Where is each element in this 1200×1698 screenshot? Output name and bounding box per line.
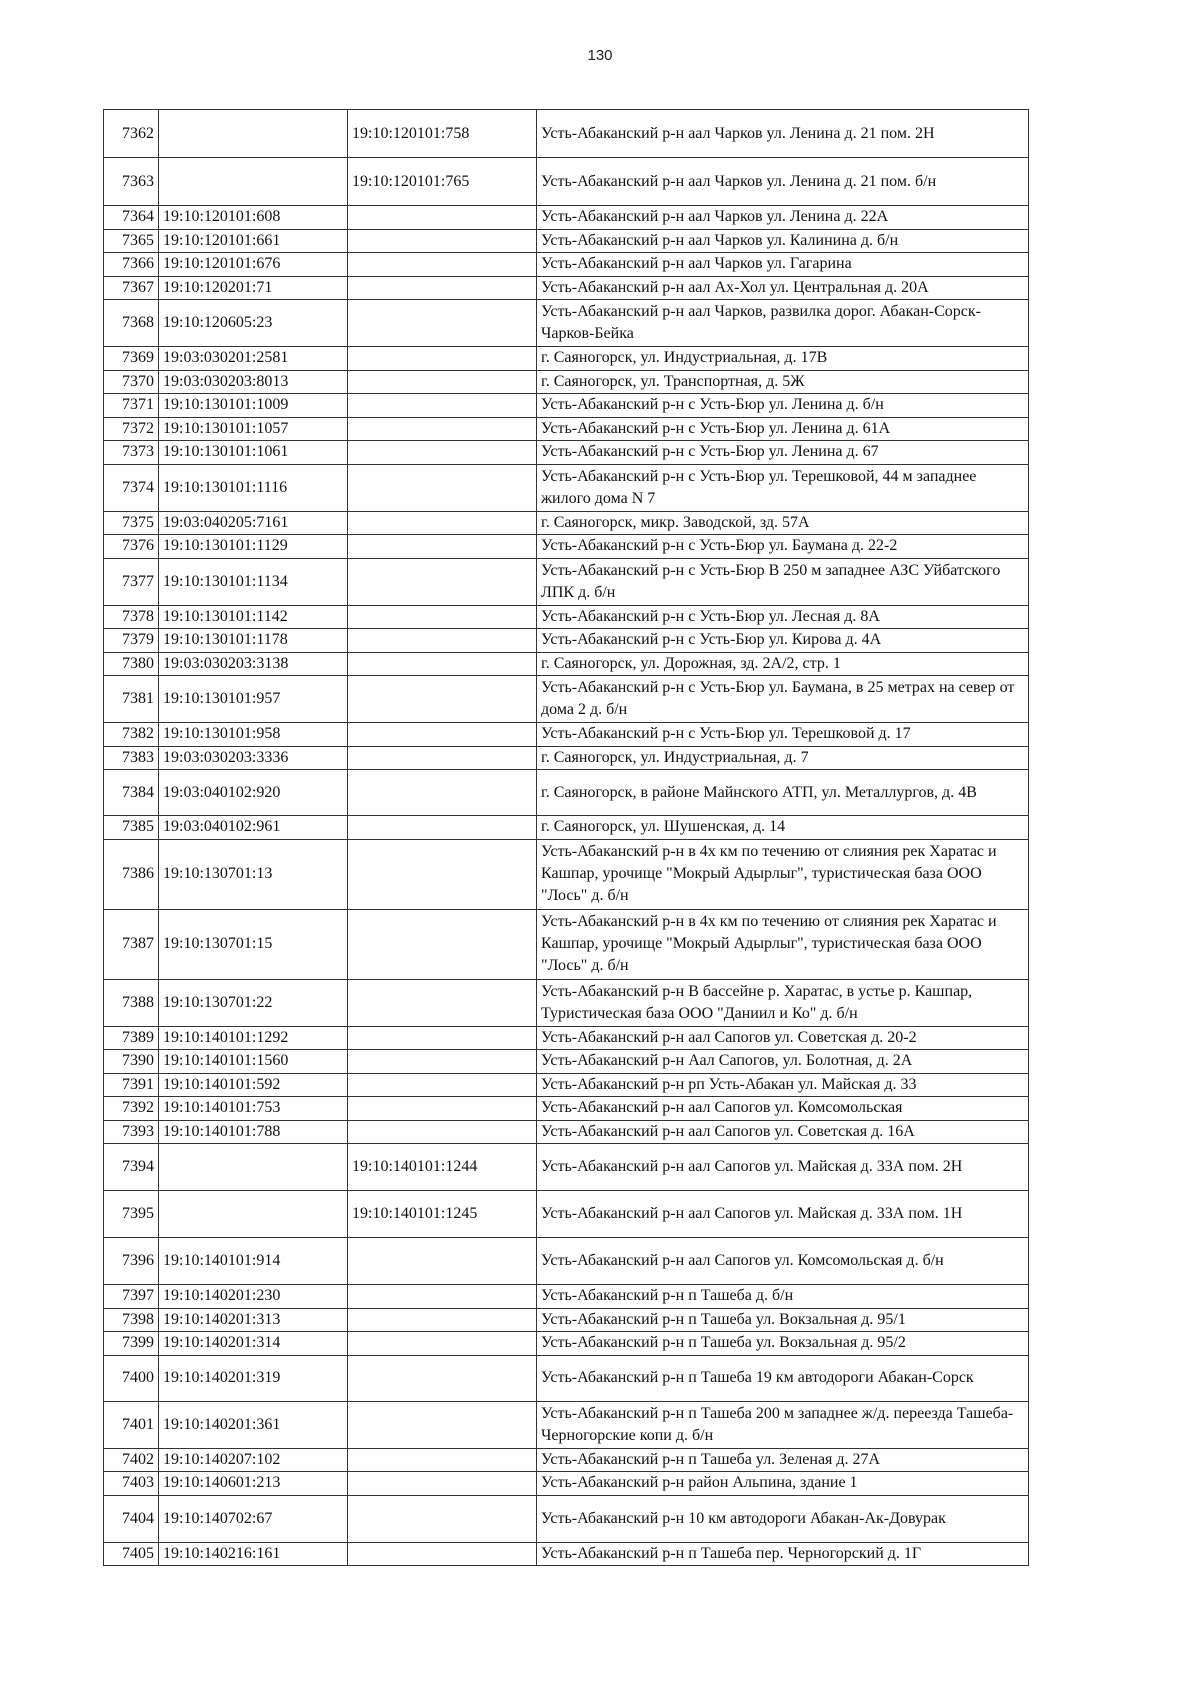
premises-cadastral-number-cell [348, 1073, 537, 1097]
row-number-cell: 7394 [104, 1144, 159, 1191]
premises-cadastral-number-cell [348, 276, 537, 300]
premises-cadastral-number-cell [348, 464, 537, 511]
address-cell: Усть-Абаканский р-н аал Сапогов ул. Майская д. 33А пом. 1Н [537, 1191, 1029, 1238]
table-row [104, 1332, 1029, 1356]
table-row [104, 370, 1029, 394]
cadastral-number-cell: 19:10:120101:608 [159, 206, 348, 230]
table-row [104, 746, 1029, 770]
row-number-cell: 7391 [104, 1073, 159, 1097]
row-number-cell: 7366 [104, 253, 159, 277]
premises-cadastral-number-cell [348, 206, 537, 230]
cadastral-number-cell: 19:10:130101:1057 [159, 417, 348, 441]
cadastral-number-cell: 19:10:130101:1178 [159, 629, 348, 653]
row-number-cell: 7376 [104, 535, 159, 559]
premises-cadastral-number-cell: 19:10:120101:765 [348, 158, 537, 206]
registry-table-body [104, 110, 1029, 1566]
row-number-cell: 7375 [104, 511, 159, 535]
address-cell: г. Саяногорск, в районе Майнского АТП, ул. Металлургов, д. 4В [537, 770, 1029, 816]
cadastral-number-cell: 19:10:140101:788 [159, 1120, 348, 1144]
row-number-cell: 7397 [104, 1285, 159, 1309]
premises-cadastral-number-cell [348, 1285, 537, 1309]
premises-cadastral-number-cell [348, 394, 537, 418]
row-number-cell: 7402 [104, 1448, 159, 1472]
row-number-cell: 7384 [104, 770, 159, 816]
cadastral-number-cell [159, 1191, 348, 1238]
address-cell: Усть-Абаканский р-н с Усть-Бюр ул. Лесная д. 8А [537, 605, 1029, 629]
table-row [104, 605, 1029, 629]
address-cell: Усть-Абаканский р-н с Усть-Бюр В 250 м западнее АЗС Уйбатского ЛПК д. б/н [537, 558, 1029, 605]
premises-cadastral-number-cell [348, 770, 537, 816]
premises-cadastral-number-cell [348, 1238, 537, 1285]
premises-cadastral-number-cell [348, 253, 537, 277]
address-cell: Усть-Абаканский р-н в 4х км по течению от слияния рек Харатас и Кашпар, урочище "Мокрый Адырлыг", туристическая база ООО "Лось" д. б/н [537, 909, 1029, 979]
address-cell: Усть-Абаканский р-н аал Сапогов ул. Советская д. 16А [537, 1120, 1029, 1144]
table-row [104, 158, 1029, 206]
address-cell: Усть-Абаканский р-н аал Ах-Хол ул. Центральная д. 20А [537, 276, 1029, 300]
table-row [104, 1144, 1029, 1191]
row-number-cell: 7379 [104, 629, 159, 653]
table-row [104, 1401, 1029, 1448]
row-number-cell: 7403 [104, 1472, 159, 1496]
cadastral-number-cell: 19:10:140201:361 [159, 1401, 348, 1448]
page-number: 130 [587, 47, 613, 64]
address-cell: Усть-Абаканский р-н с Усть-Бюр ул. Баумана, в 25 метрах на север от дома 2 д. б/н [537, 676, 1029, 723]
address-cell: Усть-Абаканский р-н с Усть-Бюр ул. Ленина д. б/н [537, 394, 1029, 418]
cadastral-number-cell: 19:10:140201:230 [159, 1285, 348, 1309]
premises-cadastral-number-cell [348, 909, 537, 979]
cadastral-number-cell: 19:10:120201:71 [159, 276, 348, 300]
cadastral-number-cell: 19:03:040102:920 [159, 770, 348, 816]
cadastral-number-cell: 19:10:140101:753 [159, 1097, 348, 1121]
cadastral-number-cell: 19:10:130101:1116 [159, 464, 348, 511]
table-row [104, 276, 1029, 300]
table-row [104, 464, 1029, 511]
cadastral-number-cell: 19:10:130101:1061 [159, 441, 348, 465]
address-cell: Усть-Абаканский р-н с Усть-Бюр ул. Терешковой д. 17 [537, 723, 1029, 747]
premises-cadastral-number-cell [348, 1495, 537, 1542]
row-number-cell: 7396 [104, 1238, 159, 1285]
premises-cadastral-number-cell [348, 1308, 537, 1332]
address-cell: г. Саяногорск, ул. Индустриальная, д. 7 [537, 746, 1029, 770]
address-cell: Усть-Абаканский р-н с Усть-Бюр ул. Ленина д. 61А [537, 417, 1029, 441]
address-cell: Усть-Абаканский р-н аал Чарков, развилка дорог. Абакан-Сорск-Чарков-Бейка [537, 300, 1029, 347]
row-number-cell: 7369 [104, 347, 159, 371]
row-number-cell: 7399 [104, 1332, 159, 1356]
premises-cadastral-number-cell [348, 1026, 537, 1050]
cadastral-number-cell: 19:03:040205:7161 [159, 511, 348, 535]
table-row [104, 1120, 1029, 1144]
table-row [104, 723, 1029, 747]
cadastral-number-cell: 19:10:140201:314 [159, 1332, 348, 1356]
table-row [104, 300, 1029, 347]
table-row [104, 676, 1029, 723]
address-cell: Усть-Абаканский р-н Аал Сапогов, ул. Болотная, д. 2А [537, 1050, 1029, 1074]
table-row [104, 1050, 1029, 1074]
cadastral-number-cell: 19:10:130101:957 [159, 676, 348, 723]
address-cell: г. Саяногорск, ул. Дорожная, зд. 2А/2, стр. 1 [537, 652, 1029, 676]
table-row [104, 394, 1029, 418]
premises-cadastral-number-cell [348, 746, 537, 770]
address-cell: Усть-Абаканский р-н аал Чарков ул. Ленина д. 22А [537, 206, 1029, 230]
address-cell: Усть-Абаканский р-н п Ташеба 200 м западнее ж/д. переезда Ташеба-Черногорские копи д. б/н [537, 1401, 1029, 1448]
premises-cadastral-number-cell [348, 816, 537, 840]
table-row [104, 652, 1029, 676]
address-cell: Усть-Абаканский р-н аал Чарков ул. Ленина д. 21 пом. б/н [537, 158, 1029, 206]
address-cell: г. Саяногорск, микр. Заводской, зд. 57А [537, 511, 1029, 535]
premises-cadastral-number-cell [348, 1542, 537, 1566]
row-number-cell: 7388 [104, 979, 159, 1026]
cadastral-number-cell: 19:10:140101:1560 [159, 1050, 348, 1074]
premises-cadastral-number-cell [348, 535, 537, 559]
premises-cadastral-number-cell [348, 1448, 537, 1472]
cadastral-number-cell [159, 110, 348, 158]
row-number-cell: 7367 [104, 276, 159, 300]
address-cell: Усть-Абаканский р-н п Ташеба ул. Зеленая д. 27А [537, 1448, 1029, 1472]
table-row [104, 110, 1029, 158]
cadastral-number-cell [159, 1144, 348, 1191]
table-row [104, 441, 1029, 465]
premises-cadastral-number-cell [348, 839, 537, 909]
address-cell: Усть-Абаканский р-н 10 км автодороги Абакан-Ак-Довурак [537, 1495, 1029, 1542]
premises-cadastral-number-cell [348, 1120, 537, 1144]
row-number-cell: 7363 [104, 158, 159, 206]
premises-cadastral-number-cell: 19:10:140101:1244 [348, 1144, 537, 1191]
premises-cadastral-number-cell [348, 558, 537, 605]
registry-table [103, 109, 1029, 1566]
table-row [104, 1495, 1029, 1542]
cadastral-number-cell: 19:10:140201:313 [159, 1308, 348, 1332]
row-number-cell: 7362 [104, 110, 159, 158]
cadastral-number-cell: 19:10:130101:1009 [159, 394, 348, 418]
table-row [104, 770, 1029, 816]
address-cell: Усть-Абаканский р-н п Ташеба пер. Черногорский д. 1Г [537, 1542, 1029, 1566]
address-cell: г. Саяногорск, ул. Транспортная, д. 5Ж [537, 370, 1029, 394]
premises-cadastral-number-cell [348, 511, 537, 535]
cadastral-number-cell: 19:10:120101:661 [159, 229, 348, 253]
premises-cadastral-number-cell [348, 370, 537, 394]
premises-cadastral-number-cell [348, 300, 537, 347]
premises-cadastral-number-cell [348, 605, 537, 629]
row-number-cell: 7372 [104, 417, 159, 441]
cadastral-number-cell: 19:10:140207:102 [159, 1448, 348, 1472]
table-row [104, 417, 1029, 441]
row-number-cell: 7371 [104, 394, 159, 418]
address-cell: Усть-Абаканский р-н п Ташеба ул. Вокзальная д. 95/1 [537, 1308, 1029, 1332]
table-row [104, 1191, 1029, 1238]
table-row [104, 839, 1029, 909]
cadastral-number-cell: 19:10:140702:67 [159, 1495, 348, 1542]
cadastral-number-cell: 19:10:140201:319 [159, 1355, 348, 1401]
premises-cadastral-number-cell [348, 629, 537, 653]
cadastral-number-cell: 19:10:140101:1292 [159, 1026, 348, 1050]
premises-cadastral-number-cell [348, 979, 537, 1026]
cadastral-number-cell: 19:10:140601:213 [159, 1472, 348, 1496]
premises-cadastral-number-cell [348, 1401, 537, 1448]
row-number-cell: 7374 [104, 464, 159, 511]
row-number-cell: 7387 [104, 909, 159, 979]
table-row [104, 1026, 1029, 1050]
cadastral-number-cell: 19:10:130701:13 [159, 839, 348, 909]
address-cell: Усть-Абаканский р-н с Усть-Бюр ул. Ленина д. 67 [537, 441, 1029, 465]
premises-cadastral-number-cell [348, 723, 537, 747]
table-row [104, 253, 1029, 277]
table-row [104, 1073, 1029, 1097]
address-cell: Усть-Абаканский р-н с Усть-Бюр ул. Баумана д. 22-2 [537, 535, 1029, 559]
cadastral-number-cell: 19:03:030203:3336 [159, 746, 348, 770]
address-cell: Усть-Абаканский р-н в 4х км по течению от слияния рек Харатас и Кашпар, урочище "Мокрый Адырлыг", туристическая база ООО "Лось" д. б/н [537, 839, 1029, 909]
cadastral-number-cell: 19:03:030201:2581 [159, 347, 348, 371]
address-cell: Усть-Абаканский р-н аал Сапогов ул. Советская д. 20-2 [537, 1026, 1029, 1050]
row-number-cell: 7382 [104, 723, 159, 747]
row-number-cell: 7395 [104, 1191, 159, 1238]
table-row [104, 816, 1029, 840]
address-cell: Усть-Абаканский р-н аал Чарков ул. Калинина д. б/н [537, 229, 1029, 253]
address-cell: Усть-Абаканский р-н В бассейне р. Харатас, в устье р. Кашпар, Туристическая база ООО "Даниил и Ко" д. б/н [537, 979, 1029, 1026]
row-number-cell: 7392 [104, 1097, 159, 1121]
premises-cadastral-number-cell [348, 1050, 537, 1074]
row-number-cell: 7400 [104, 1355, 159, 1401]
cadastral-number-cell: 19:03:040102:961 [159, 816, 348, 840]
table-row [104, 1285, 1029, 1309]
premises-cadastral-number-cell [348, 1097, 537, 1121]
row-number-cell: 7378 [104, 605, 159, 629]
table-row [104, 1308, 1029, 1332]
cadastral-number-cell: 19:10:130101:958 [159, 723, 348, 747]
row-number-cell: 7381 [104, 676, 159, 723]
cadastral-number-cell: 19:10:130101:1134 [159, 558, 348, 605]
table-row [104, 1472, 1029, 1496]
premises-cadastral-number-cell [348, 417, 537, 441]
table-row [104, 1097, 1029, 1121]
table-row [104, 511, 1029, 535]
row-number-cell: 7405 [104, 1542, 159, 1566]
row-number-cell: 7393 [104, 1120, 159, 1144]
cadastral-number-cell: 19:10:140216:161 [159, 1542, 348, 1566]
table-row [104, 1448, 1029, 1472]
premises-cadastral-number-cell [348, 652, 537, 676]
table-row [104, 1355, 1029, 1401]
row-number-cell: 7385 [104, 816, 159, 840]
cadastral-number-cell: 19:10:120101:676 [159, 253, 348, 277]
cadastral-number-cell: 19:10:130701:22 [159, 979, 348, 1026]
address-cell: Усть-Абаканский р-н п Ташеба 19 км автодороги Абакан-Сорск [537, 1355, 1029, 1401]
row-number-cell: 7404 [104, 1495, 159, 1542]
premises-cadastral-number-cell [348, 347, 537, 371]
table-row [104, 229, 1029, 253]
address-cell: Усть-Абаканский р-н рп Усть-Абакан ул. Майская д. 33 [537, 1073, 1029, 1097]
table-row [104, 347, 1029, 371]
address-cell: г. Саяногорск, ул. Шушенская, д. 14 [537, 816, 1029, 840]
cadastral-number-cell: 19:10:140101:592 [159, 1073, 348, 1097]
table-row [104, 979, 1029, 1026]
cadastral-number-cell: 19:03:030203:8013 [159, 370, 348, 394]
premises-cadastral-number-cell [348, 229, 537, 253]
premises-cadastral-number-cell [348, 1355, 537, 1401]
row-number-cell: 7373 [104, 441, 159, 465]
row-number-cell: 7383 [104, 746, 159, 770]
row-number-cell: 7389 [104, 1026, 159, 1050]
address-cell: Усть-Абаканский р-н аал Чарков ул. Гагарина [537, 253, 1029, 277]
address-cell: Усть-Абаканский р-н с Усть-Бюр ул. Терешковой, 44 м западнее жилого дома N 7 [537, 464, 1029, 511]
row-number-cell: 7386 [104, 839, 159, 909]
premises-cadastral-number-cell: 19:10:140101:1245 [348, 1191, 537, 1238]
table-row [104, 909, 1029, 979]
cadastral-number-cell: 19:10:130101:1142 [159, 605, 348, 629]
cadastral-number-cell: 19:03:030203:3138 [159, 652, 348, 676]
row-number-cell: 7398 [104, 1308, 159, 1332]
table-row [104, 1238, 1029, 1285]
row-number-cell: 7377 [104, 558, 159, 605]
address-cell: Усть-Абаканский р-н с Усть-Бюр ул. Кирова д. 4А [537, 629, 1029, 653]
address-cell: Усть-Абаканский р-н аал Сапогов ул. Комсомольская д. б/н [537, 1238, 1029, 1285]
row-number-cell: 7365 [104, 229, 159, 253]
address-cell: Усть-Абаканский р-н п Ташеба ул. Вокзальная д. 95/2 [537, 1332, 1029, 1356]
premises-cadastral-number-cell: 19:10:120101:758 [348, 110, 537, 158]
address-cell: Усть-Абаканский р-н район Альпина, здание 1 [537, 1472, 1029, 1496]
cadastral-number-cell [159, 158, 348, 206]
table-row [104, 629, 1029, 653]
address-cell: г. Саяногорск, ул. Индустриальная, д. 17В [537, 347, 1029, 371]
premises-cadastral-number-cell [348, 441, 537, 465]
row-number-cell: 7380 [104, 652, 159, 676]
row-number-cell: 7390 [104, 1050, 159, 1074]
row-number-cell: 7368 [104, 300, 159, 347]
premises-cadastral-number-cell [348, 676, 537, 723]
row-number-cell: 7401 [104, 1401, 159, 1448]
address-cell: Усть-Абаканский р-н аал Сапогов ул. Майская д. 33А пом. 2Н [537, 1144, 1029, 1191]
premises-cadastral-number-cell [348, 1332, 537, 1356]
cadastral-number-cell: 19:10:130101:1129 [159, 535, 348, 559]
address-cell: Усть-Абаканский р-н аал Сапогов ул. Комсомольская [537, 1097, 1029, 1121]
table-row [104, 1542, 1029, 1566]
cadastral-number-cell: 19:10:140101:914 [159, 1238, 348, 1285]
table-row [104, 206, 1029, 230]
premises-cadastral-number-cell [348, 1472, 537, 1496]
table-row [104, 558, 1029, 605]
cadastral-number-cell: 19:10:130701:15 [159, 909, 348, 979]
row-number-cell: 7370 [104, 370, 159, 394]
address-cell: Усть-Абаканский р-н аал Чарков ул. Ленина д. 21 пом. 2Н [537, 110, 1029, 158]
cadastral-number-cell: 19:10:120605:23 [159, 300, 348, 347]
table-row [104, 535, 1029, 559]
address-cell: Усть-Абаканский р-н п Ташеба д. б/н [537, 1285, 1029, 1309]
row-number-cell: 7364 [104, 206, 159, 230]
